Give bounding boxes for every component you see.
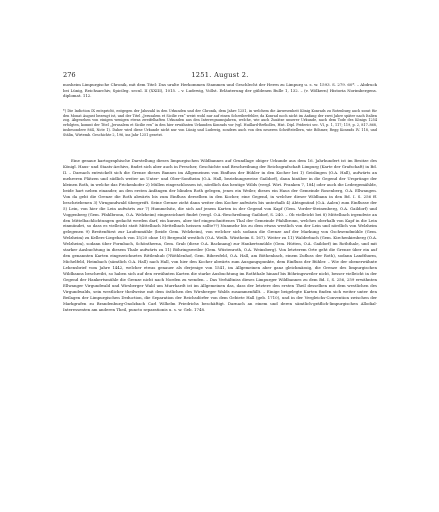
running-title: 1251. August 2.: [191, 71, 249, 79]
page-header: [63, 71, 377, 80]
footnote: *) Die Indiction IX entspricht, entgegen der Jahrzahl in den Urkunden und der Chronik, dem Jahre 1251, in welchem die Anwesenheit König Konrads zu Rotenburg auch sonst für den Monat August bezeugt ist, und der Titel „Jerusalem et Sicilie rex“ weist wohl nur auf einen Schreiberfehler, da Konrad noch nicht im Anfang der zwei Jahre später nach Italien zog. Abgesehen von einigen wenigen etwas zweifelhaften Urkunden aus den Interregnumsjahren, welche, wie auch Zusätze unserer Urkunde, nach dem Tode des Königs 1254 erfolgten, kommt der Titel „Jerusalem et Sicilie rex“ in den hier erwähnten Urkunden Konrads vor (vgl. Huillard-Bréholles, Hist. Dipl. Friderici sec. VI, p. 1, 117; 119, p. 2, 817–868, insbesondere 864, Note 1). Daher wird diese Urkunde nicht nur von Lünig und Ludewig, sondern auch von den neueren Schriftstellern, wie Böhmer, Regg Konrads IV. 118, und Stälin, Wirtemb. Geschichte 2, 196, ins Jahr 1251 gesetzt.: [63, 109, 377, 137]
main-paragraph: Eine genaue kartographische Darstellung dieses limpurgischen Wildbannes auf Grundlage obiger Urkunde aus dem 16. Jahrhundert ist im Besitze des Königl. Haus- und Staats-Archivs, findet sich aber auch in Prescher, Geschichte und Beschreibung der Reichsgrafschaft Limpurg (Karte der Grafschaft) in Bd. II. – Darnach entwickelt sich die Grenze dieses Bannes im Allgemeinen von Einfluss der Bühler in den Kocher bei 1) Geislingen (O.A. Hall), aufwärts an mehreren Plätzen und südlich weiter an Unter- und Ober-Sontheim (O.A. Hall, beziehungsweise Gaildorf), dann hinüber in die Gegend der Ursprünge der kleinen Roth, in welche das Frickenhofer 2) Müllen eingeschlossen ist, nördlich das heutige Wilds (vergl. Wirt. Franken 7, 184) oder auch die Ledergemählde, beide hart neben einander, an den ersten Anfängen der blinden Roth gelegen, jenes ein Weiler, dieses ein Haus der Gemeinde Rosenberg, O.A. Ellwangen. Von da geht die Grenze die Roth abwärts bis zum Einfluss derselben in den Kocher, eine Gegend, in welcher dieser Wildbann in den Bd. I. S. 256 ff. beschriebenen 3) Virngundwald übergreift. Seine Grenze zieht dann weiter den Kocher aufwärts bis unterhalb 4) Abtsgmünd (O.A. Aalen) zum Einflusse der 5) Lein, von hier die Lein aufwärts zur 7) Hummelsitz, die sich auf jenem Karten in der Gegend von Kapf (Gem. Vorder-Steinenberg, O.A. Gaildorf) und Voggenberg (Gem. Pfahlbronn, O.A. Welzheim) eingezeichnet findet (vergl. O.A.-Beschreibung Gaildorf, S. 240. – Ob vielleicht bei 8) Mittelbach irgendwie an den Mittelbachlichtungen gedacht werden darf, ein kurzes, aber tief eingeschnittenes Thal der Gemeinde Pfahlbronn, welches oberhalb von Kapf in die Lein einmündet, so dass es vielleicht statt Mittelbach Mettelbach heissen sollte??) Nunmehr bis zu dem etwas westlich von der Lein und nördlich von Welzheim gelegenen 9) Breitenfürst zur Laufenmühle (beide Gem. Welzheim), von welcher sich sodann die Grenze auf der Markung von Gschwendmühle (Gem. Welzheim) zu Kellers-Liegebach von 15/20 ohne 10) Bergwald westlich (O.A. Weilh. Wüstheim S. 167). Weiter zu 11) Walderbach (Gem. Kirchenkirnberg (O.A. Welzheim), sodann über Formbach, Schöntherna, Gem. Grab (diese O.A. Backnang) zur Hankertsmühle (Gem. Hütten, O.A. Gaildorf) im Roththale, und mit starker Ausbuchtung in diesem Thale aufwärts zu 11) Böhringsweiler (Gem. Wüstenroth, O.A. Weinsberg). Von letzterem Orte geht die Grenze über ein auf den genannten Karten eingezeichnetes Rittlenhub (?Röthlenhof, Gem. Bibersfeld, O.A. Hall, am Böthenbach, einem Zufluss der Roth), sodann Landthurm, Michelfeld, Heimbach (sämtlich O.A. Hall) nach Hall, von hier den Kocher abwärts zum Ausgangspunkte, dem Einfluss der Bühler. – Wie der obenerwähnte Lehensbrief vom Jahre 1442, welcher etwas genauer als derjenige von 1541, im Allgemeinen aber ganz gleichmässig, die Grenze des limpurgischen Wildbanns beschreibt, so haben sich auf den erwähnten Karten die starke Ausbuchtung im Roththale hinauf bis Böhringsweiler nicht, besser vielleicht in der Gegend der Hankertsmühle die Grenze nicht nach Norden zu wenden. – Das Verhältniss dieses Limpurger Wildbannes zu dem Bd. I, S. 256, 259 erwähnten Ellwanger Virgundwald und Wirsberger Wald um Murrhardt ist im Allgemeinen das, dass der letztere den ersten Theil desselben mit dem westlichen des Virgundwalds, sein westlicher theilweise mit dem östlichen des Wirsberger Walds zusammenfällt. – Einige beigelegte Karten finden sich weiter unter den Beilagen der Limpurgischen Deduction, die Separation der Reichsdörfer von dem Gebiete Hall (geb. 1710), und in der Vergleichs-Convention zwischen der Markgrafen zu Brandenburg-Onolzbach Carl Wilhelm Friedrichs beschäftigt. Darnach an einem und deren sämtlich-gräflich-limpurgischen Allodial-Interessenten am anderen Theil, puncto separationis u. s. w. Geb. 1748.: [63, 158, 377, 312]
page-number: 276: [63, 71, 76, 79]
intro-paragraph: mosheim Limpurgische Chronik, mit dem Titel: Das uralte Herkommen Stammen und Geschlecht der Herrn zu Limpurg u. s. w. 1593. S. 279. 60*. – Abdruck bei Lünig, Reichsarchiv, Spicileg. secul. II (XXIII), 1015. – v. Ludewig, Vollst. Erläuterung der güldenen Bulle 1, 132. – (v. Wölkern) Historia Norimbergens. diplomat. 112.: [63, 82, 377, 99]
